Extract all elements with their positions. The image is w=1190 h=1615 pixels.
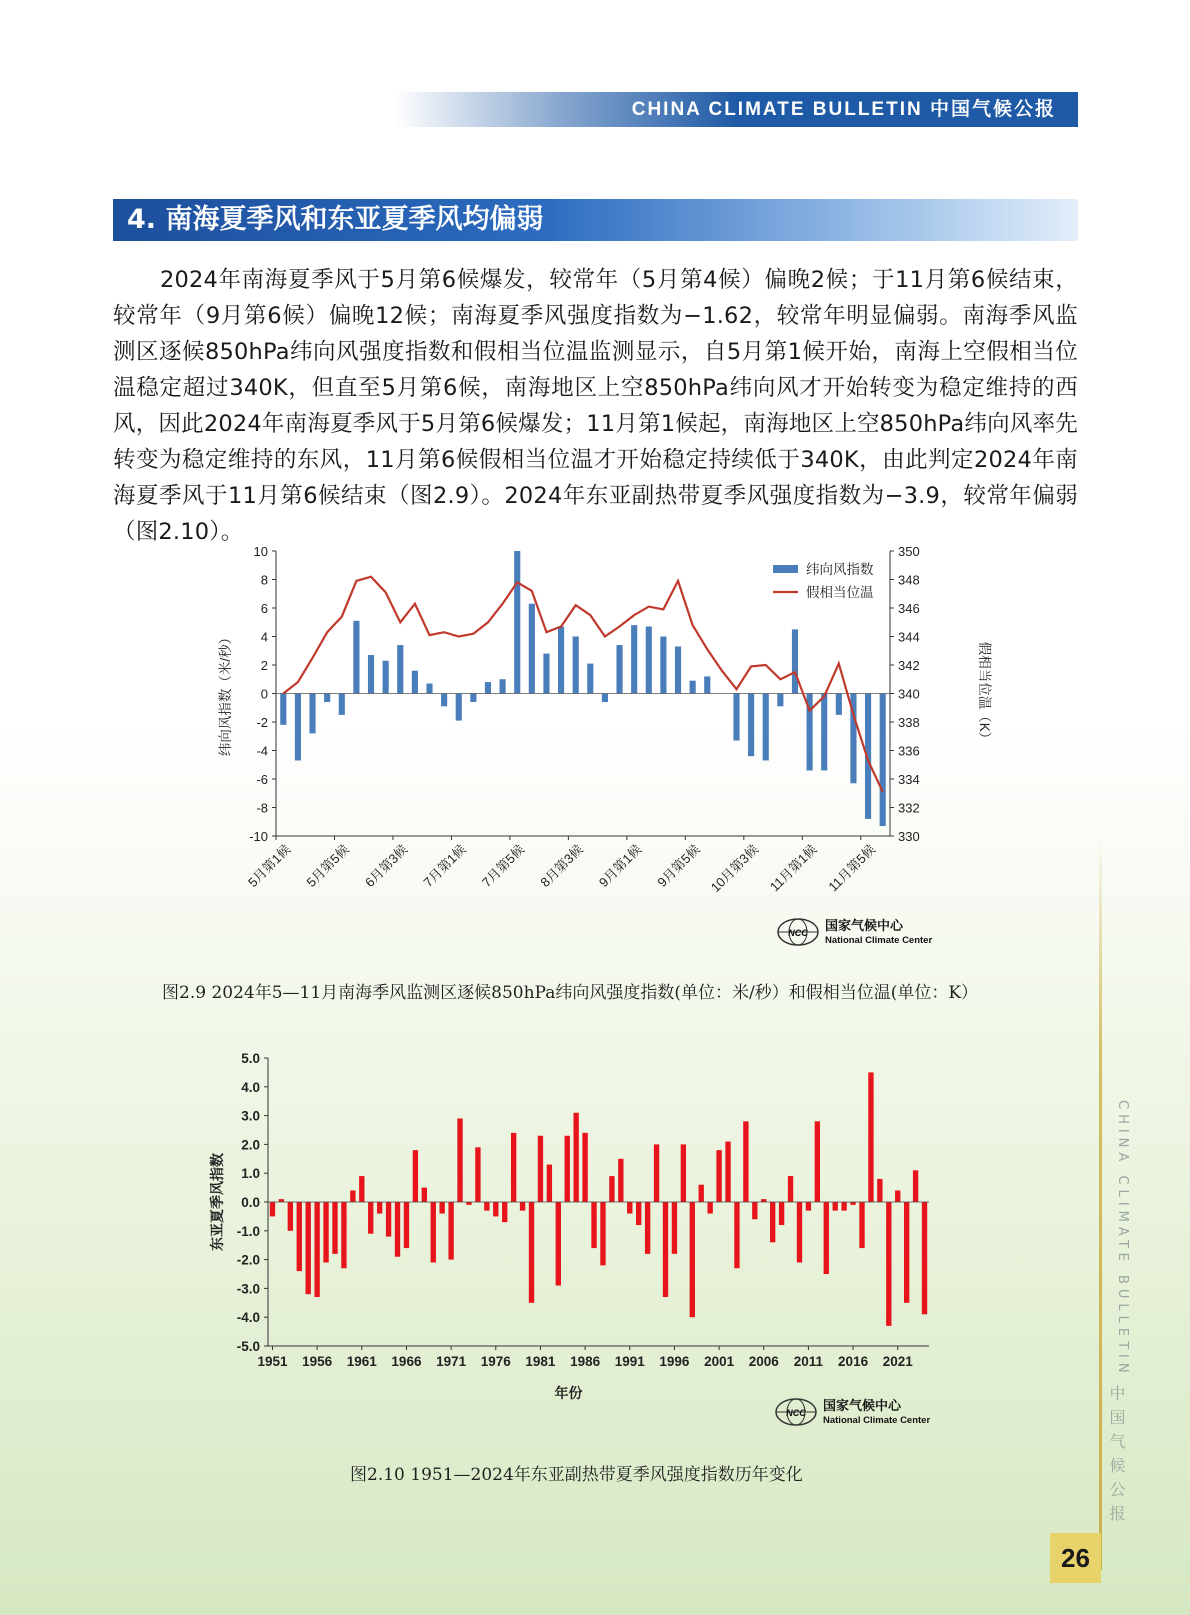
monsoon-index-bar <box>770 1202 775 1242</box>
left-tick-label: -4 <box>256 743 268 759</box>
x-tick-label: 1976 <box>480 1354 511 1369</box>
monsoon-index-bar <box>707 1202 712 1214</box>
sidebar-chinese-title: 中国气候公报 <box>1107 1385 1126 1529</box>
right-tick-label: 348 <box>898 572 920 588</box>
monsoon-index-bar <box>761 1199 766 1202</box>
monsoon-index-bar <box>797 1202 802 1262</box>
wind-index-bar <box>529 604 535 694</box>
monsoon-index-bar <box>690 1202 695 1317</box>
monsoon-index-bar <box>538 1136 543 1202</box>
y-tick-label: 3.0 <box>241 1108 260 1124</box>
east-asia-monsoon-chart <box>200 1050 960 1450</box>
monsoon-index-bar <box>582 1133 587 1202</box>
monsoon-index-bar <box>520 1202 525 1211</box>
y-tick-label: -5.0 <box>236 1339 260 1354</box>
monsoon-index-bar <box>448 1202 453 1260</box>
monsoon-index-bar <box>493 1202 498 1216</box>
page-number: 26 <box>1050 1533 1101 1583</box>
monsoon-index-bar <box>350 1190 355 1202</box>
wind-index-bar <box>777 694 783 707</box>
right-tick-label: 330 <box>898 829 920 844</box>
monsoon-index-bar <box>824 1202 829 1274</box>
logo-abbr: NCC <box>788 928 808 938</box>
margin-rule <box>1099 835 1102 1570</box>
monsoon-index-bar <box>440 1202 445 1214</box>
monsoon-index-bar <box>475 1147 480 1202</box>
y-tick-label: -1.0 <box>236 1223 260 1239</box>
y-tick-label: -3.0 <box>236 1281 260 1297</box>
right-tick-label: 346 <box>898 601 920 616</box>
left-tick-label: 0 <box>260 686 268 702</box>
wind-index-bar <box>368 655 374 693</box>
left-tick-label: 2 <box>260 658 268 673</box>
wind-index-bar <box>470 694 476 703</box>
wind-index-bar <box>748 694 754 757</box>
wind-index-bar <box>456 694 462 721</box>
ncc-logo <box>776 1398 930 1426</box>
monsoon-index-bar <box>368 1202 373 1234</box>
right-tick-label: 350 <box>898 544 920 559</box>
wind-index-bar <box>573 637 579 694</box>
monsoon-index-bar <box>725 1142 730 1202</box>
wind-index-bar <box>836 694 842 715</box>
body-paragraph: 2024年南海夏季风于5月第6候爆发，较常年（5月第4候）偏晚2候；于11月第6候结束，较常年（9月第6候）偏晚12候；南海夏季风强度指数为−1.62，较常年明显偏弱。南海季风监测区逐候850hPa纬向风强度指数和假相当位温监测显示，自5月第1候开始，南海上空假相当位温稳定超过340K，但直至5月第6候，南海地区上空850hPa纬向风才开始转变为稳定维持的西风，因此2024年南海夏季风于5月第6候爆发；11月第1候起，南海地区上空850hPa纬向风率先转变为稳定维持的东风，11月第6候假相当位温才开始稳定持续低于340K，由此判定2024年南海夏季风于11月第6候结束（图2.9）。2024年东亚副热带夏季风强度指数为−3.9，较常年偏弱（图2.10）。 <box>113 267 1078 545</box>
logo-en-name: National Climate Center <box>825 935 933 946</box>
monsoon-index-bar <box>547 1165 552 1202</box>
wind-index-bar <box>880 694 886 827</box>
wind-index-bar <box>646 627 652 694</box>
wind-index-bar <box>397 645 403 693</box>
monsoon-index-bar <box>868 1072 873 1202</box>
monsoon-index-bar <box>716 1150 721 1202</box>
right-axis-title: 假相当位温（K） <box>977 641 992 746</box>
monsoon-index-bar <box>359 1176 364 1202</box>
monsoon-index-bar <box>279 1199 284 1202</box>
monsoon-index-bar <box>743 1121 748 1202</box>
header-banner <box>395 92 1078 127</box>
x-tick-label: 2006 <box>748 1354 779 1369</box>
monsoon-index-bar <box>422 1188 427 1202</box>
monsoon-index-bar <box>314 1202 319 1297</box>
right-tick-label: 338 <box>898 715 920 730</box>
x-tick-label: 1966 <box>391 1354 422 1369</box>
wind-index-bar <box>602 694 608 703</box>
monsoon-index-bar <box>323 1202 328 1262</box>
monsoon-index-bar <box>565 1136 570 1202</box>
x-axis-title: 年份 <box>554 1385 583 1401</box>
monsoon-index-bar <box>297 1202 302 1271</box>
monsoon-index-bar <box>556 1202 561 1286</box>
monsoon-index-bar <box>341 1202 346 1268</box>
x-tick-label: 1996 <box>659 1354 690 1369</box>
y-tick-label: -4.0 <box>236 1310 260 1326</box>
x-tick-label: 1991 <box>614 1354 645 1369</box>
right-tick-label: 336 <box>898 743 920 759</box>
monsoon-index-bar <box>591 1202 596 1248</box>
monsoon-index-bar <box>431 1202 436 1262</box>
monsoon-index-bar <box>779 1202 784 1225</box>
monsoon-index-bar <box>922 1202 927 1314</box>
wind-index-bar <box>821 694 827 771</box>
wind-index-bar <box>660 637 666 694</box>
x-tick-label: 7月第1候 <box>420 841 469 890</box>
monsoon-index-bar <box>332 1202 337 1254</box>
right-tick-label: 342 <box>898 658 920 673</box>
monsoon-index-bar <box>672 1202 677 1254</box>
wind-index-bar <box>704 676 710 693</box>
x-tick-label: 2016 <box>838 1354 869 1369</box>
left-tick-label: 6 <box>260 601 268 616</box>
left-tick-label: -6 <box>256 772 268 787</box>
x-tick-label: 9月第5候 <box>654 841 703 890</box>
left-tick-label: -2 <box>256 715 268 730</box>
monsoon-index-bar <box>886 1202 891 1326</box>
y-tick-label: 4.0 <box>241 1079 260 1095</box>
monsoon-index-bar <box>600 1202 605 1265</box>
monsoon-index-bar <box>306 1202 311 1294</box>
wind-index-bar <box>616 645 622 693</box>
right-tick-label: 332 <box>898 800 920 816</box>
section-banner <box>113 199 1078 241</box>
monsoon-index-bar <box>636 1202 641 1225</box>
monsoon-index-bar <box>529 1202 534 1303</box>
wind-index-bar <box>543 654 549 694</box>
monsoon-index-bar <box>788 1176 793 1202</box>
sidebar-english-title: CHINA CLIMATE BULLETIN <box>1115 1100 1130 1378</box>
wind-index-bar <box>514 551 520 694</box>
wind-index-bar <box>339 694 345 715</box>
left-tick-label: -8 <box>256 800 268 816</box>
wind-index-bar <box>733 694 739 741</box>
legend-line-label: 假相当位温 <box>806 585 874 600</box>
x-tick-label: 5月第5候 <box>303 841 352 890</box>
wind-index-bar <box>353 621 359 694</box>
monsoon-index-bar <box>877 1179 882 1202</box>
monsoon-index-bar <box>288 1202 293 1231</box>
wind-index-bar <box>792 629 798 693</box>
monsoon-index-bar <box>573 1113 578 1202</box>
legend-bar-swatch <box>773 565 798 573</box>
y-tick-label: 2.0 <box>241 1137 260 1153</box>
logo-abbr: NCC <box>786 1408 806 1418</box>
left-axis-title: 纬向风指数（米/秒） <box>218 630 233 757</box>
left-tick-label: 10 <box>253 544 268 559</box>
monsoon-index-bar <box>752 1202 757 1219</box>
x-tick-label: 8月第3候 <box>537 841 586 890</box>
wind-index-bar <box>587 664 593 694</box>
x-tick-label: 2001 <box>704 1354 735 1369</box>
wind-index-bar <box>324 694 330 703</box>
left-tick-label: -10 <box>249 829 268 844</box>
monsoon-index-bar <box>913 1170 918 1202</box>
wind-index-bar <box>763 694 769 761</box>
x-tick-label: 10月第3候 <box>707 841 762 896</box>
x-tick-label: 1971 <box>436 1354 467 1369</box>
x-tick-label: 1986 <box>570 1354 601 1369</box>
y-tick-label: -2.0 <box>236 1252 260 1268</box>
monsoon-index-bar <box>609 1176 614 1202</box>
x-tick-label: 2011 <box>793 1354 824 1369</box>
monsoon-index-bar <box>859 1202 864 1248</box>
wind-index-bar <box>485 682 491 693</box>
wind-index-bar <box>558 627 564 694</box>
wind-index-bar <box>383 661 389 694</box>
figure-2-10-caption: 图2.10 1951—2024年东亚副热带夏季风强度指数历年变化 <box>350 1465 803 1485</box>
ncc-logo <box>778 918 932 946</box>
monsoon-index-bar <box>502 1202 507 1222</box>
x-tick-label: 9月第1候 <box>595 841 645 890</box>
monsoon-index-bar <box>699 1185 704 1202</box>
monsoon-index-bar <box>618 1159 623 1202</box>
y-tick-label: 1.0 <box>241 1166 260 1182</box>
wind-index-bar <box>426 684 432 694</box>
logo-cn-name: 国家气候中心 <box>825 918 904 933</box>
right-tick-label: 334 <box>898 772 920 787</box>
monsoon-index-bar <box>386 1202 391 1237</box>
wind-index-bar <box>441 694 447 707</box>
x-tick-label: 6月第3候 <box>361 841 411 890</box>
monsoon-index-bar <box>404 1202 409 1248</box>
legend-bar-label: 纬向风指数 <box>806 562 874 577</box>
monsoon-index-chart <box>210 540 1010 960</box>
monsoon-index-bar <box>457 1118 462 1202</box>
monsoon-index-bar <box>663 1202 668 1297</box>
left-tick-label: 8 <box>260 572 268 588</box>
monsoon-index-bar <box>806 1202 811 1211</box>
header-title: CHINA CLIMATE BULLETIN 中国气候公报 <box>631 99 1056 120</box>
monsoon-index-bar <box>833 1202 838 1211</box>
wind-index-bar <box>280 694 286 725</box>
y-tick-label: 0.0 <box>241 1195 260 1210</box>
wind-index-bar <box>309 694 315 734</box>
monsoon-index-bar <box>413 1150 418 1202</box>
monsoon-index-bar <box>850 1202 855 1205</box>
monsoon-index-bar <box>466 1202 471 1205</box>
wind-index-bar <box>690 681 696 694</box>
wind-index-bar <box>631 625 637 693</box>
monsoon-index-bar <box>377 1202 382 1214</box>
left-tick-label: 4 <box>260 629 268 645</box>
logo-en-name: National Climate Center <box>823 1415 931 1426</box>
monsoon-index-bar <box>654 1144 659 1202</box>
monsoon-index-bar <box>734 1202 739 1268</box>
monsoon-index-bar <box>645 1202 650 1254</box>
monsoon-index-bar <box>895 1190 900 1202</box>
wind-index-bar <box>412 671 418 694</box>
monsoon-index-bar <box>841 1202 846 1211</box>
x-tick-label: 7月第5候 <box>478 841 528 890</box>
right-tick-label: 340 <box>898 686 920 702</box>
wind-index-bar <box>500 679 506 693</box>
x-tick-label: 1961 <box>346 1354 377 1369</box>
logo-cn-name: 国家气候中心 <box>823 1398 902 1413</box>
wind-index-bar <box>295 694 301 761</box>
monsoon-index-bar <box>815 1121 820 1202</box>
y-axis-title: 东亚夏季风指数 <box>209 1153 225 1251</box>
x-tick-label: 1981 <box>525 1354 556 1369</box>
x-tick-label: 1951 <box>257 1354 288 1369</box>
monsoon-index-bar <box>270 1202 275 1216</box>
monsoon-index-bar <box>484 1202 489 1211</box>
x-tick-label: 2021 <box>882 1354 913 1369</box>
x-tick-label: 11月第5候 <box>825 841 879 895</box>
right-tick-label: 344 <box>898 629 920 645</box>
monsoon-index-bar <box>395 1202 400 1257</box>
monsoon-index-bar <box>627 1202 632 1214</box>
monsoon-index-bar <box>511 1133 516 1202</box>
y-tick-label: 5.0 <box>241 1051 260 1066</box>
wind-index-bar <box>675 646 681 693</box>
x-tick-label: 1956 <box>302 1354 333 1369</box>
monsoon-index-bar <box>681 1144 686 1202</box>
figure-2-9-caption: 图2.9 2024年5—11月南海季风监测区逐候850hPa纬向风强度指数(单位：米/秒）和假相当位温(单位：K） <box>162 983 979 1003</box>
monsoon-index-bar <box>904 1202 909 1303</box>
x-tick-label: 11月第1候 <box>766 841 820 895</box>
section-title: 4. 南海夏季风和东亚夏季风均偏弱 <box>127 204 544 235</box>
x-tick-label: 5月第1候 <box>245 841 294 890</box>
